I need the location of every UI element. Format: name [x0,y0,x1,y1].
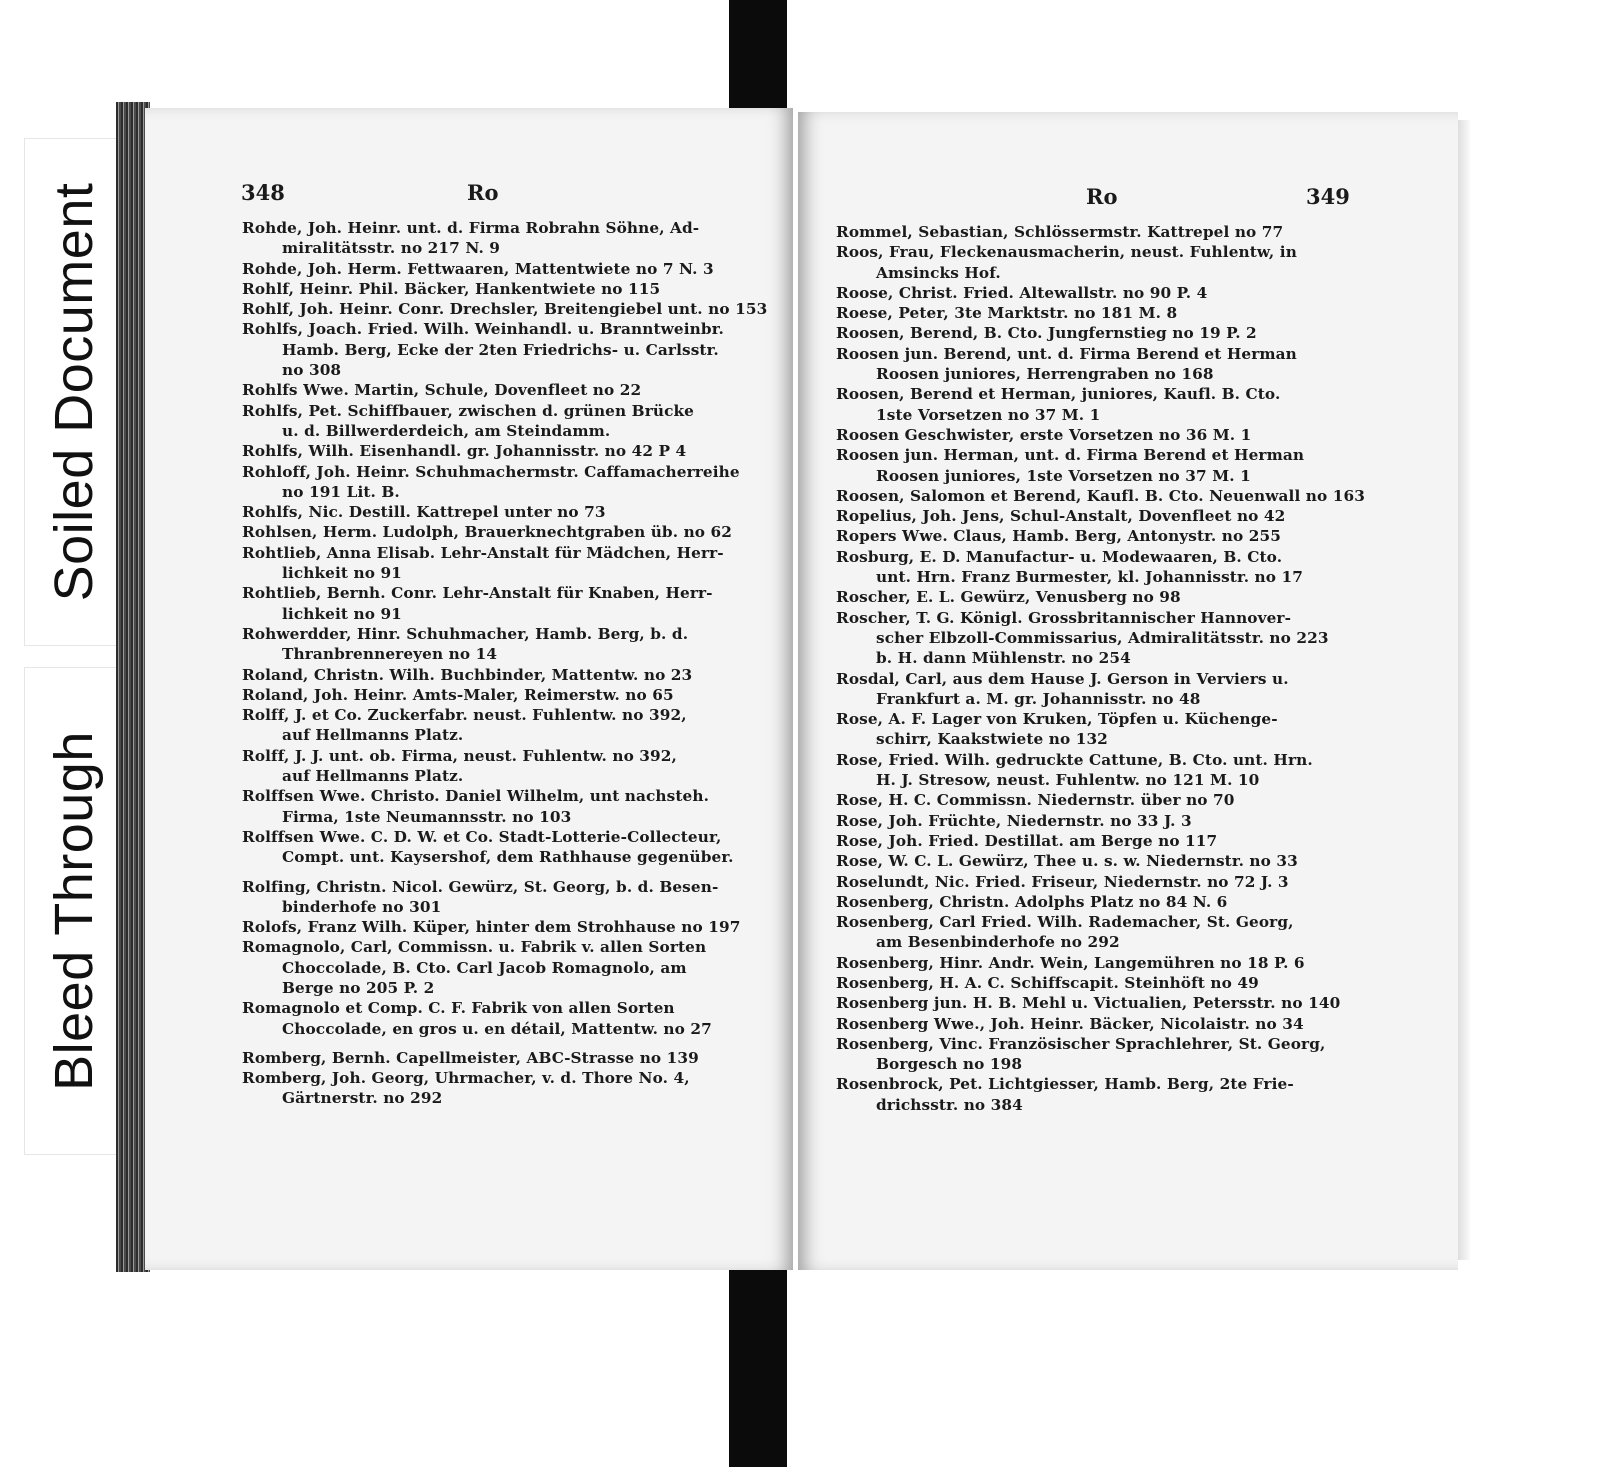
entry-line: Rose, A. F. Lager von Kruken, Töpfen u. Küchenge- [836,710,1278,729]
right-page [798,112,1458,1270]
entry-line: Rolfing, Christn. Nicol. Gewürz, St. Georg, b. d. Besen- [242,877,719,896]
bleed-through-tag [24,667,124,1155]
entry-line: Rohlfs, Joach. Fried. Wilh. Weinhandl. u. Branntweinbr. [242,320,724,339]
entry-continuation-line: H. J. Stresow, neust. Fuhlentw. no 121 M. 10 [876,771,1260,790]
entry-continuation-line: Berge no 205 P. 2 [282,978,435,997]
entry-line: Rosenberg jun. H. B. Mehl u. Victualien, Petersstr. no 140 [836,994,1341,1013]
entry-line: Ropers Wwe. Claus, Hamb. Berg, Antonystr. no 255 [836,527,1281,546]
entry-continuation-line: Choccolade, B. Cto. Carl Jacob Romagnolo, am [282,958,687,977]
entry-continuation-line: scher Elbzoll-Commissarius, Admiralitätsstr. no 223 [876,628,1329,647]
bleed-through-label: Bleed Through [44,731,104,1091]
entry-line: Roese, Peter, 3te Marktstr. no 181 M. 8 [836,304,1178,323]
entry-line: Rosenberg Wwe., Joh. Heinr. Bäcker, Nicolaistr. no 34 [836,1014,1304,1033]
directory-entry [242,401,767,442]
soiled-document-tag [24,138,124,646]
entry-line: Rosenberg, Christn. Adolphs Platz no 84 N. 6 [836,892,1228,911]
entry-continuation-line: lichkeit no 91 [282,564,402,583]
left-page [145,108,793,1270]
entry-continuation-line: b. H. dann Mühlenstr. no 254 [876,649,1131,668]
directory-entry [242,1068,767,1109]
entry-line: Rohlsen, Herm. Ludolph, Brauerknechtgraben üb. no 62 [242,523,733,542]
directory-entry [836,344,1365,385]
entry-line: Rose, Fried. Wilh. gedruckte Cattune, B. Cto. unt. Hrn. [836,750,1313,769]
entry-line: Roosen, Berend, B. Cto. Jungfernstieg no 19 P. 2 [836,324,1257,343]
directory-entry [836,242,1365,283]
directory-entry [242,543,767,584]
entry-line: Rosenbrock, Pet. Lichtgiesser, Hamb. Berg, 2te Frie- [836,1075,1294,1094]
entry-line: Rommel, Sebastian, Schlössermstr. Kattrepel no 77 [836,223,1284,241]
left-entry-list [242,218,767,1109]
directory-entry [836,384,1365,425]
entry-line: Rolofs, Franz Wilh. Küper, hinter dem Strohhause no 197 [242,918,741,937]
directory-entry [242,624,767,665]
directory-entry [242,441,767,461]
entry-line: Romagnolo et Comp. C. F. Fabrik von allen Sorten [242,999,675,1018]
directory-entry [836,445,1365,486]
directory-entry [836,283,1365,303]
entry-line: Roosen jun. Herman, unt. d. Firma Berend et Herman [836,446,1305,465]
entry-line: Rose, H. C. Commissn. Niedernstr. über no 70 [836,791,1235,810]
directory-entry [242,279,767,299]
entry-line: Rose, W. C. L. Gewürz, Thee u. s. w. Niedernstr. no 33 [836,852,1298,871]
directory-entry [836,486,1365,506]
entry-line: Roscher, E. L. Gewürz, Venusberg no 98 [836,588,1181,607]
directory-entry [836,323,1365,343]
directory-entry [242,665,767,685]
entry-line: Roselundt, Nic. Fried. Friseur, Niedernstr. no 72 J. 3 [836,872,1289,891]
left-running-head: Ro [467,180,499,205]
entry-line: Rolff, J. J. unt. ob. Firma, neust. Fuhlentw. no 392, [242,746,677,765]
directory-entry [242,218,767,259]
directory-entry [242,827,767,868]
entry-line: Rohlfs, Nic. Destill. Kattrepel unter no 73 [242,503,606,522]
directory-entry [836,831,1365,851]
entry-line: Rose, Joh. Früchte, Niedernstr. no 33 J. 3 [836,811,1192,830]
directory-entry [242,583,767,624]
entry-continuation-line: Firma, 1ste Neumannsstr. no 103 [282,807,572,826]
entry-line: Romagnolo, Carl, Commissn. u. Fabrik v. allen Sorten [242,938,707,957]
entry-continuation-line: auf Hellmanns Platz. [282,726,464,745]
entry-line: Rosenberg, Vinc. Französischer Sprachlehrer, St. Georg, [836,1034,1326,1053]
entry-line: Romberg, Joh. Georg, Uhrmacher, v. d. Thore No. 4, [242,1069,690,1088]
spine-shadow-bottom [729,1268,787,1467]
directory-entry [836,1014,1365,1034]
directory-entry [836,709,1365,750]
right-running-head: Ro [1086,184,1118,209]
entry-line: Roos, Frau, Fleckenausmacherin, neust. Fuhlentw, in [836,243,1297,262]
entry-continuation-line: unt. Hrn. Franz Burmester, kl. Johannisstr. no 17 [876,568,1303,587]
entry-continuation-line: no 308 [282,361,342,380]
directory-entry [242,746,767,787]
directory-entry [836,608,1365,669]
entry-line: Roosen, Salomon et Berend, Kaufl. B. Cto. Neuenwall no 163 [836,486,1365,505]
directory-entry [836,851,1365,871]
entry-line: Roland, Joh. Heinr. Amts-Maler, Reimerstw. no 65 [242,685,674,704]
entry-line: Ropelius, Joh. Jens, Schul-Anstalt, Dovenfleet no 42 [836,507,1286,526]
directory-entry [242,705,767,746]
entry-line: Rosdal, Carl, aus dem Hause J. Gerson in Verviers u. [836,669,1289,688]
directory-entry [242,259,767,279]
entry-line: Rohlf, Heinr. Phil. Bäcker, Hankentwiete no 115 [242,279,661,298]
directory-entry [242,462,767,503]
entry-line: Rohlfs, Wilh. Eisenhandl. gr. Johannisstr. no 42 P 4 [242,442,687,461]
entry-continuation-line: lichkeit no 91 [282,604,402,623]
entry-line: Rohlfs Wwe. Martin, Schule, Dovenfleet no 22 [242,381,642,400]
entry-line: Roland, Christn. Wilh. Buchbinder, Mattentw. no 23 [242,665,693,684]
entry-line: Rosenberg, Hinr. Andr. Wein, Langemühren no 18 P. 6 [836,953,1305,972]
directory-entry [242,522,767,542]
entry-line: Rohwerdder, Hinr. Schuhmacher, Hamb. Berg, b. d. [242,624,689,643]
entry-line: Roosen Geschwister, erste Vorsetzen no 36 M. 1 [836,425,1252,444]
entry-continuation-line: Frankfurt a. M. gr. Johannisstr. no 48 [876,689,1201,708]
entry-continuation-line: Choccolade, en gros u. en détail, Mattentw. no 27 [282,1019,712,1038]
entry-line: Rolffsen Wwe. Christo. Daniel Wilhelm, unt nachsteh. [242,787,710,806]
directory-entry [242,786,767,827]
directory-entry [836,303,1365,323]
entry-line: Rohloff, Joh. Heinr. Schuhmachermstr. Caffamacherreihe [242,462,740,481]
spine-shadow-top [729,0,787,108]
directory-entry [836,506,1365,526]
entry-continuation-line: Compt. unt. Kaysershof, dem Rathhause gegenüber. [282,848,734,867]
directory-entry [836,750,1365,791]
entry-line: Rosburg, E. D. Manufactur- u. Modewaaren, B. Cto. [836,547,1283,566]
entry-line: Roose, Christ. Fried. Altewallstr. no 90 P. 4 [836,283,1208,302]
entry-line: Rosenberg, Carl Fried. Wilh. Rademacher, St. Georg, [836,913,1294,932]
directory-entry [836,912,1365,953]
directory-entry [836,587,1365,607]
directory-entry [242,937,767,998]
directory-entry [836,547,1365,588]
entry-continuation-line: schirr, Kaakstwiete no 132 [876,730,1108,749]
entry-continuation-line: Amsincks Hof. [876,263,1001,282]
directory-entry [242,502,767,522]
directory-entry [242,380,767,400]
entry-line: Rohtlieb, Anna Elisab. Lehr-Anstalt für Mädchen, Herr- [242,543,724,562]
directory-entry [242,998,767,1039]
directory-entry [836,669,1365,710]
entry-continuation-line: Borgesch no 198 [876,1055,1023,1074]
directory-entry [836,790,1365,810]
entry-continuation-line: Gärtnerstr. no 292 [282,1089,443,1108]
directory-entry [836,953,1365,973]
entry-continuation-line: auf Hellmanns Platz. [282,767,464,786]
left-page-number: 348 [241,180,285,205]
entry-line: Rohde, Joh. Heinr. unt. d. Firma Robrahn Söhne, Ad- [242,219,700,237]
entry-line: Roosen jun. Berend, unt. d. Firma Berend et Herman [836,344,1297,363]
entry-line: Rohde, Joh. Herm. Fettwaaren, Mattentwiete no 7 N. 3 [242,259,714,278]
directory-entry [836,811,1365,831]
entry-continuation-line: Roosen juniores, 1ste Vorsetzen no 37 M. 1 [876,466,1251,485]
entry-line: Roosen, Berend et Herman, juniores, Kaufl. B. Cto. [836,385,1281,404]
entry-line: Rolffsen Wwe. C. D. W. et Co. Stadt-Lotterie-Collecteur, [242,827,722,846]
right-page-number: 349 [1306,184,1350,209]
directory-entry [836,222,1365,242]
directory-entry [242,877,767,918]
entry-continuation-line: no 191 Lit. B. [282,482,400,501]
directory-entry [836,973,1365,993]
entry-line: Roscher, T. G. Königl. Grossbritannischer Hannover- [836,608,1292,627]
directory-entry [242,299,767,319]
entry-continuation-line: drichsstr. no 384 [876,1095,1023,1114]
entry-continuation-line: Hamb. Berg, Ecke der 2ten Friedrichs- u. Carlsstr. [282,340,719,359]
right-entry-list [836,222,1365,1115]
directory-entry [836,892,1365,912]
entry-continuation-line: miralitätsstr. no 217 N. 9 [282,239,501,258]
directory-entry [836,1074,1365,1115]
entry-continuation-line: Thranbrennereyen no 14 [282,645,498,664]
directory-entry [836,425,1365,445]
directory-entry [836,1034,1365,1075]
directory-entry [242,685,767,705]
directory-entry [242,917,767,937]
soiled-document-label: Soiled Document [44,182,104,602]
entry-line: Rolff, J. et Co. Zuckerfabr. neust. Fuhlentw. no 392, [242,706,687,725]
entry-line: Rohtlieb, Bernh. Conr. Lehr-Anstalt für Knaben, Herr- [242,584,713,603]
directory-entry [836,872,1365,892]
entry-line: Rose, Joh. Fried. Destillat. am Berge no 117 [836,831,1218,850]
entry-line: Rosenberg, H. A. C. Schiffscapit. Steinhöft no 49 [836,973,1259,992]
entry-line: Rohlfs, Pet. Schiffbauer, zwischen d. grünen Brücke [242,401,695,420]
directory-entry [836,993,1365,1013]
entry-continuation-line: Roosen juniores, Herrengraben no 168 [876,365,1214,384]
entry-continuation-line: binderhofe no 301 [282,897,442,916]
entry-continuation-line: u. d. Billwerderdeich, am Steindamm. [282,421,611,440]
entry-line: Romberg, Bernh. Capellmeister, ABC-Strasse no 139 [242,1048,699,1067]
directory-entry [836,526,1365,546]
directory-entry [242,319,767,380]
entry-continuation-line: am Besenbinderhofe no 292 [876,933,1120,952]
directory-entry [242,1048,767,1068]
entry-line: Rohlf, Joh. Heinr. Conr. Drechsler, Breitengiebel unt. no 153 [242,300,768,319]
entry-continuation-line: 1ste Vorsetzen no 37 M. 1 [876,405,1101,424]
